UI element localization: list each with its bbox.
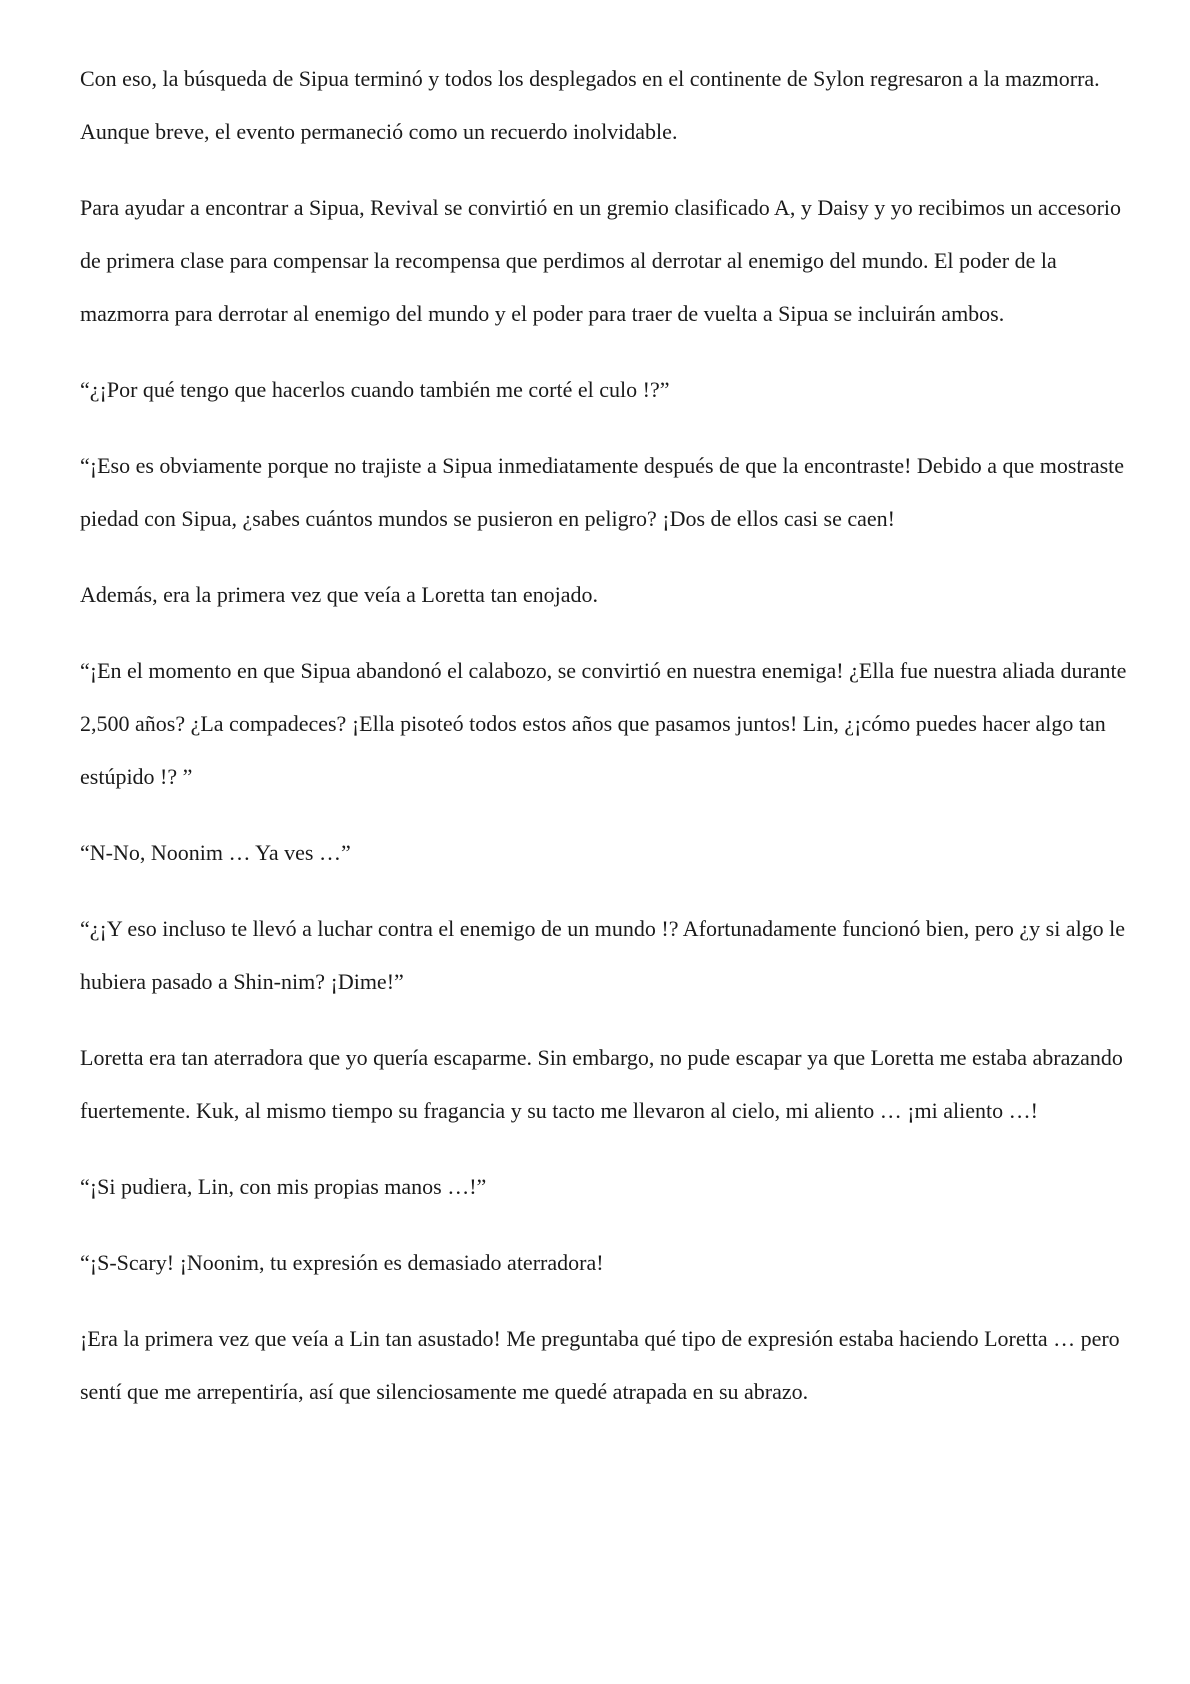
paragraph-3: “¿¡Por qué tengo que hacerlos cuando también me corté el culo !?” xyxy=(80,377,670,402)
paragraph-7: “N-No, Noonim … Ya ves …” xyxy=(80,840,351,865)
paragraph-2: Para ayudar a encontrar a Sipua, Revival se convirtió en un gremio clasificado A, y Daisy y yo recibimos un accesorio de primera clase para compensar la recompensa que perdimos al derrotar al enemigo del mundo. El poder de la mazmorra para derrotar al enemigo del mundo y el poder para traer de vuelta a Sipua se incluirán ambos. xyxy=(80,195,1122,326)
document-page xyxy=(80,52,1130,1441)
paragraph-5: Además, era la primera vez que veía a Loretta tan enojado. xyxy=(80,582,598,607)
paragraph-9: Loretta era tan aterradora que yo quería escaparme. Sin embargo, no pude escapar ya que Loretta me estaba abrazando fuertemente. Kuk, al mismo tiempo su fragancia y su tacto me llevaron al cielo, mi aliento … ¡mi aliento …! xyxy=(80,1045,1123,1123)
paragraph-4: “¡Eso es obviamente porque no trajiste a Sipua inmediatamente después de que la encontraste! Debido a que mostraste piedad con Sipua, ¿sabes cuántos mundos se pusieron en peligro? ¡Dos de ellos casi se caen! xyxy=(80,453,1125,531)
paragraph-8: “¿¡Y eso incluso te llevó a luchar contra el enemigo de un mundo !? Afortunadamente funcionó bien, pero ¿y si algo le hubiera pasado a Shin-nim? ¡Dime!” xyxy=(80,916,1126,994)
paragraph-1: Con eso, la búsqueda de Sipua terminó y todos los desplegados en el continente de Sylon regresaron a la mazmorra. Aunque breve, el evento permaneció como un recuerdo inolvidable. xyxy=(80,66,1100,144)
paragraph-6: “¡En el momento en que Sipua abandonó el calabozo, se convirtió en nuestra enemiga! ¿Ella fue nuestra aliada durante 2,500 años? ¿La compadeces? ¡Ella pisoteó todos estos años que pasamos juntos! Lin, ¿¡cómo puedes hacer algo tan estúpido !? ” xyxy=(80,658,1127,789)
paragraph-11: “¡S-Scary! ¡Noonim, tu expresión es demasiado aterradora! xyxy=(80,1250,604,1275)
paragraph-10: “¡Si pudiera, Lin, con mis propias manos …!” xyxy=(80,1174,487,1199)
paragraph-12: ¡Era la primera vez que veía a Lin tan asustado! Me preguntaba qué tipo de expresión estaba haciendo Loretta … pero sentí que me arrepentiría, así que silenciosamente me quedé atrapada en su abrazo. xyxy=(80,1326,1120,1404)
